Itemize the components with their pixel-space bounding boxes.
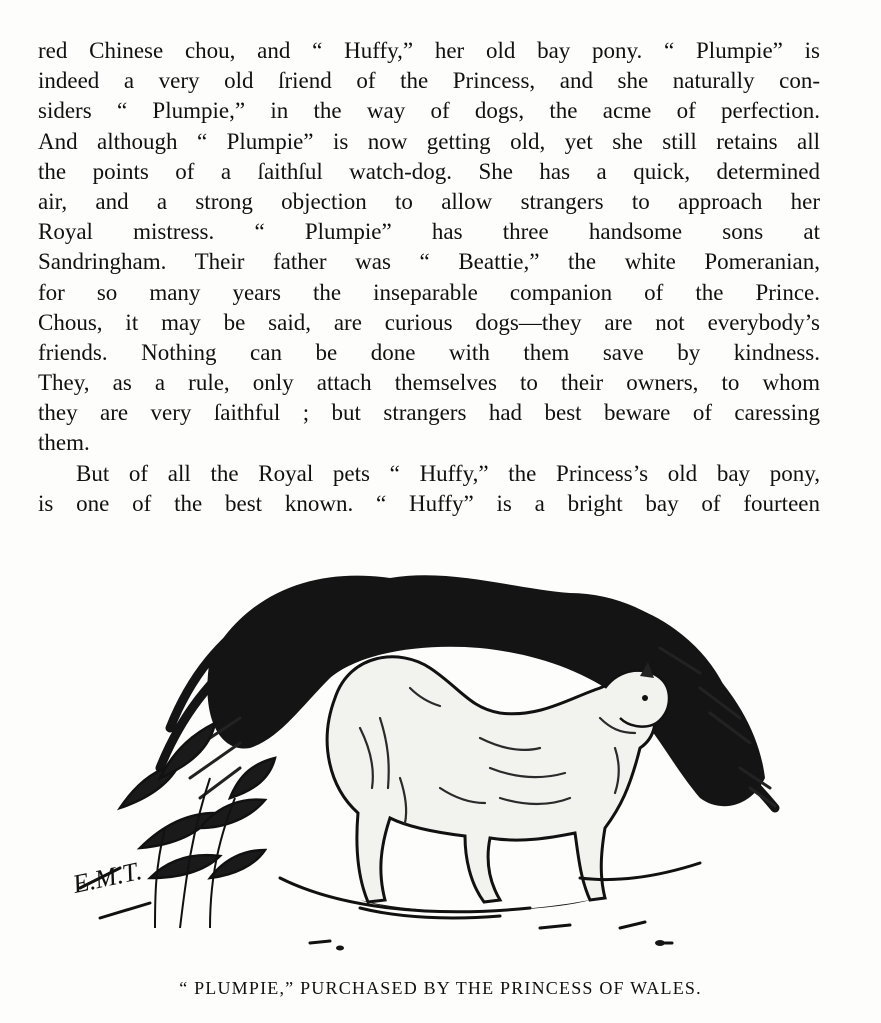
text-line: And although “ Plumpie” is now getting old, yet she still retains all [38, 128, 820, 154]
plant-stems [155, 778, 235, 928]
text-line: the points of a ſaithſul watch-dog. She has a quick, determined [38, 158, 820, 184]
text-line: But of all the Royal pets “ Huffy,” the Princess’s old bay pony, [76, 460, 820, 486]
dog-figure [327, 657, 655, 902]
text-line: Sandringham. Their father was “ Beattie,” the white Pomeranian, [38, 249, 820, 275]
text-line: red Chinese chou, and “ Huffy,” her old bay pony. “ Plumpie” is [38, 38, 820, 63]
body-text [38, 36, 820, 519]
text-line: they are very ſaithful ; but strangers had best beware of caressing [38, 400, 820, 426]
illustration-signature: E.M.T. [70, 856, 145, 899]
text-line: siders “ Plumpie,” in the way of dogs, the acme of perfection. [38, 98, 820, 124]
text-line: them. [38, 430, 90, 456]
text-line: Chous, it may be said, are curious dogs—they are not everybody’s [38, 309, 820, 335]
text-line: indeed a very old ſriend of the Princess, and she naturally con- [38, 68, 820, 94]
text-line: Royal mistress. “ Plumpie” has three handsome sons at [38, 219, 820, 245]
dog-eye [642, 695, 648, 701]
dog-illustration [60, 548, 790, 958]
text-line: is one of the best known. “ Huffy” is a bright bay of fourteen [38, 490, 820, 516]
figure-caption: “ PLUMPIE,” PURCHASED BY THE PRINCESS OF WALES. [179, 978, 702, 998]
text-line: air, and a strong objection to allow strangers to approach her [38, 188, 820, 214]
text-line: friends. Nothing can be done with them save by kindness. [38, 339, 820, 365]
text-line: for so many years the inseparable companion of the Prince. [38, 279, 820, 305]
text-line: They, as a rule, only attach themselves to their owners, to whom [38, 370, 820, 396]
